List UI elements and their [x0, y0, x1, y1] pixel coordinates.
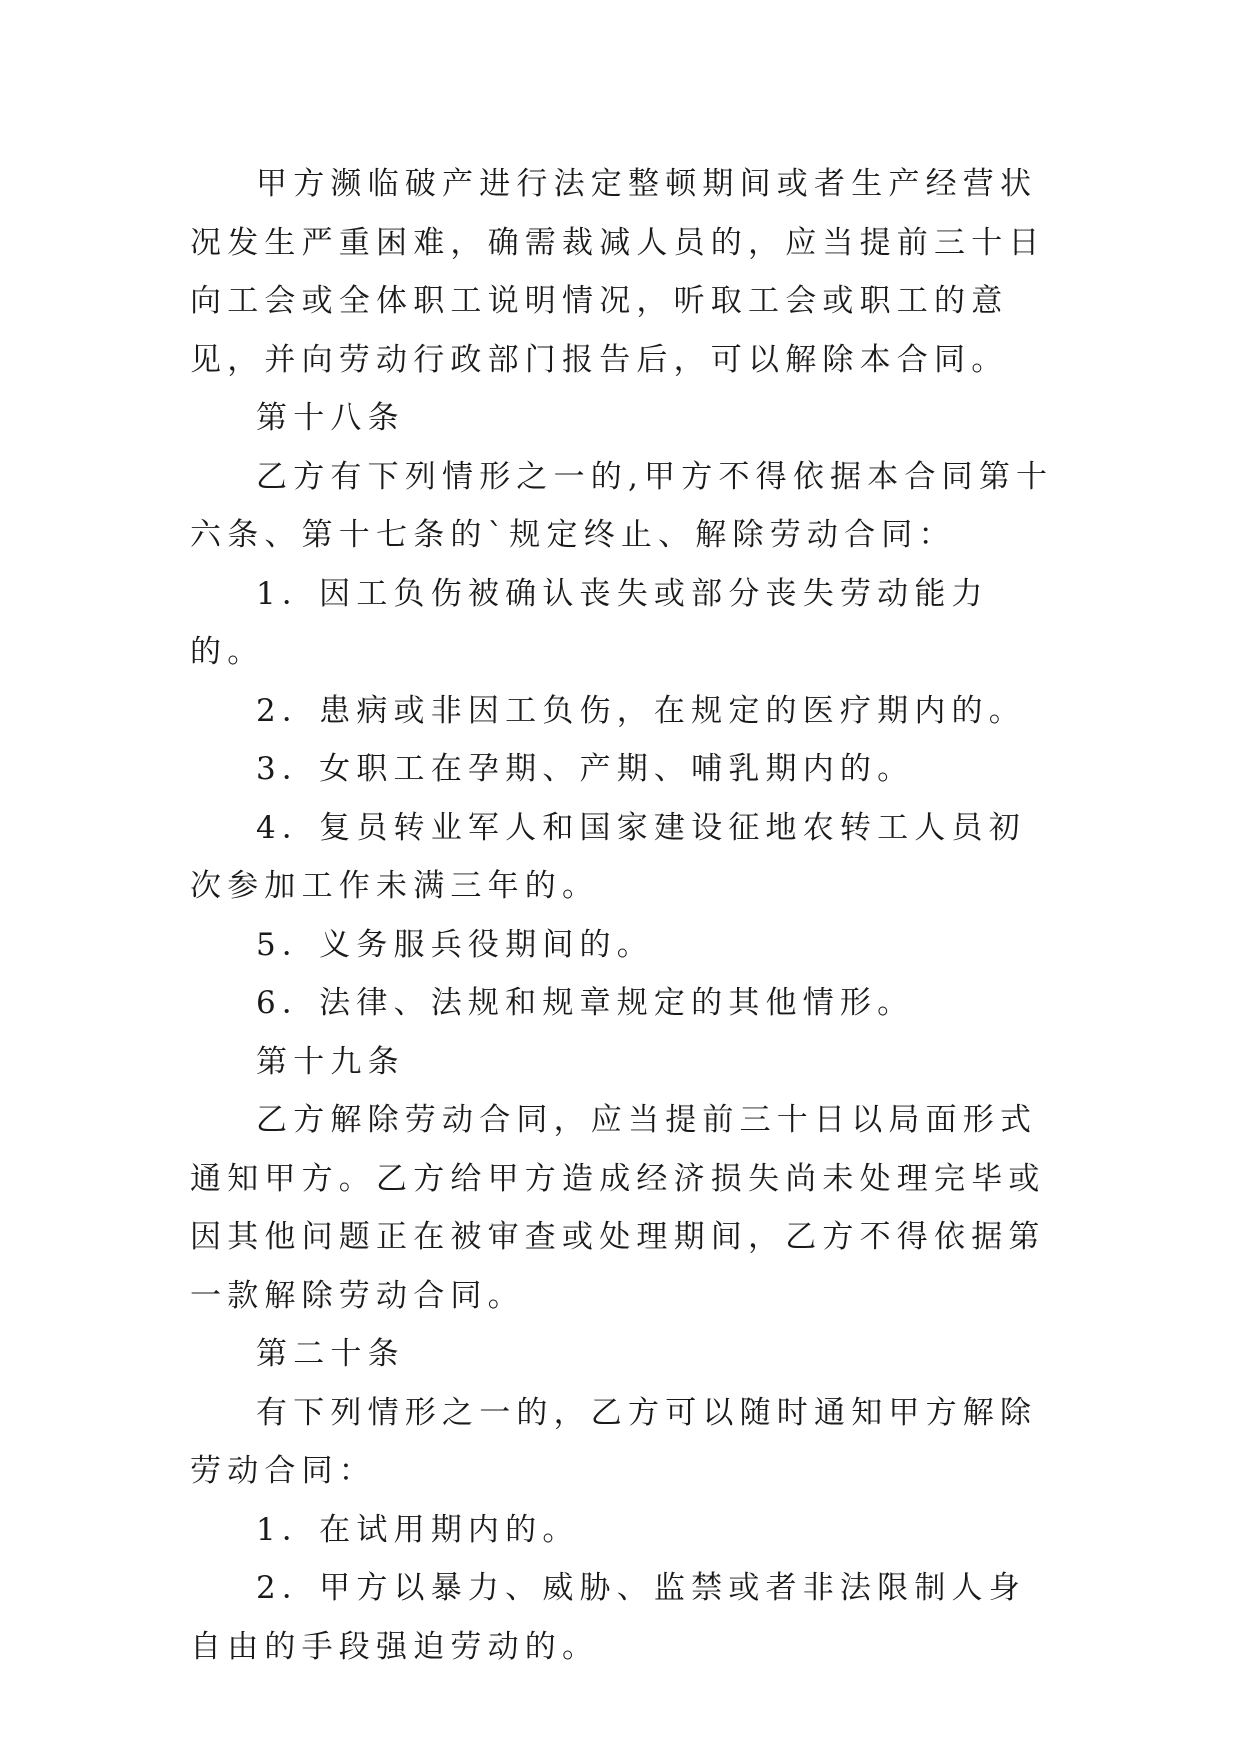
- article-18-heading: 第十八条: [256, 400, 405, 436]
- list-item: 2．患病或非因工负伤，在规定的医疗期内的。: [256, 692, 1026, 729]
- paragraph-article-20-intro: 有下列情形之一的，乙方可以随时通知甲方解除劳动合同：: [190, 1394, 1038, 1489]
- list-item: 1．在试用期内的。: [256, 1511, 580, 1548]
- paragraph-layoff-clause: 甲方濒临破产进行法定整顿期间或者生产经营状况发生严重困难，确需裁减人员的，应当提前三十日向工会或全体职工说明情况，听取工会或职工的意见，并向劳动行政部门报告后，可以解除本合同。: [190, 166, 1046, 378]
- list-item: 6．法律、法规和规章规定的其他情形。: [256, 985, 915, 1021]
- list-item: 2．甲方以暴力、威胁、监禁或者非法限制人身自由的手段强迫劳动的。: [190, 1570, 1026, 1665]
- list-item: 5．义务服兵役期间的。: [256, 926, 654, 963]
- list-item: 3．女职工在孕期、产期、哺乳期内的。: [256, 751, 915, 787]
- list-item: 1．因工负伤被确认丧失或部分丧失劳动能力的。: [190, 575, 989, 670]
- paragraph-article-18-intro: 乙方有下列情形之一的,甲方不得依据本合同第十六条、第十七条的`规定终止、解除劳动合同：: [190, 458, 1054, 553]
- article-20-heading: 第二十条: [256, 1336, 405, 1372]
- paragraph-article-19: 乙方解除劳动合同，应当提前三十日以局面形式通知甲方。乙方给甲方造成经济损失尚未处理完毕或因其他问题正在被审查或处理期间，乙方不得依据第一款解除劳动合同。: [190, 1102, 1046, 1314]
- document-body: [190, 155, 1060, 1676]
- article-19-heading: 第十九条: [256, 1043, 405, 1080]
- list-item: 4．复员转业军人和国家建设征地农转工人员初次参加工作未满三年的。: [190, 809, 1026, 904]
